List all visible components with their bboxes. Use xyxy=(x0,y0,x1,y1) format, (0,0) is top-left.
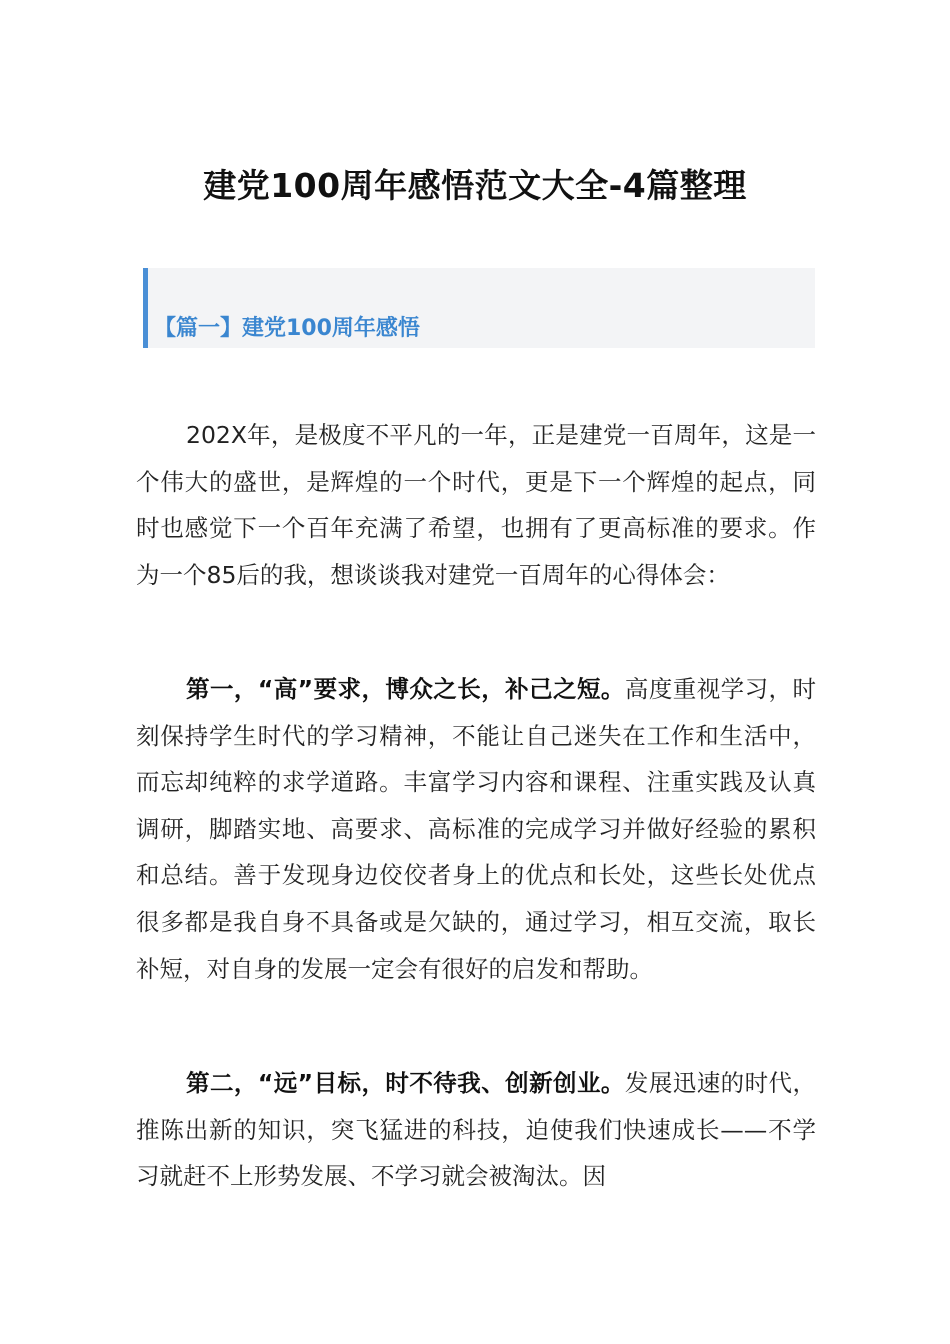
paragraph-text: 202X年，是极度不平凡的一年，正是建党一百周年，这是一个伟大的盛世，是辉煌的一个时代，更是下一个辉煌的起点，同时也感觉下一个百年充满了希望，也拥有了更高标准的要求。作为一个85后的我，想谈谈我对建党一百周年的心得体会： xyxy=(136,421,816,589)
paragraph-text: 发展迅速的时代，推陈出新的知识，突飞猛进的科技，迫使我们快速成长——不学习就赶不上形势发展、不学习就会被淘汰。因 xyxy=(136,1069,817,1191)
paragraph-lead: 第一，“高”要求，博众之长，补己之短。 xyxy=(186,675,625,703)
section-heading: 【篇一】建党100周年感悟 xyxy=(154,316,420,341)
paragraph-point-two xyxy=(136,1060,816,1200)
paragraph-lead: 第二，“远”目标，时不待我、创新创业。 xyxy=(186,1069,625,1097)
section-heading-box xyxy=(143,268,815,348)
page-title: 建党100周年感悟范文大全-4篇整理 xyxy=(203,166,747,206)
paragraph-intro xyxy=(136,412,816,598)
paragraph-point-one xyxy=(136,666,816,992)
paragraph-text: 高度重视学习，时刻保持学生时代的学习精神，不能让自己迷失在工作和生活中，而忘却纯粹的求学道路。丰富学习内容和课程、注重实践及认真调研，脚踏实地、高要求、高标准的完成学习并做好经验的累积和总结。善于发现身边佼佼者身上的优点和长处，这些长处优点很多都是我自身不具备或是欠缺的，通过学习，相互交流，取长补短，对自身的发展一定会有很好的启发和帮助。 xyxy=(136,675,817,983)
